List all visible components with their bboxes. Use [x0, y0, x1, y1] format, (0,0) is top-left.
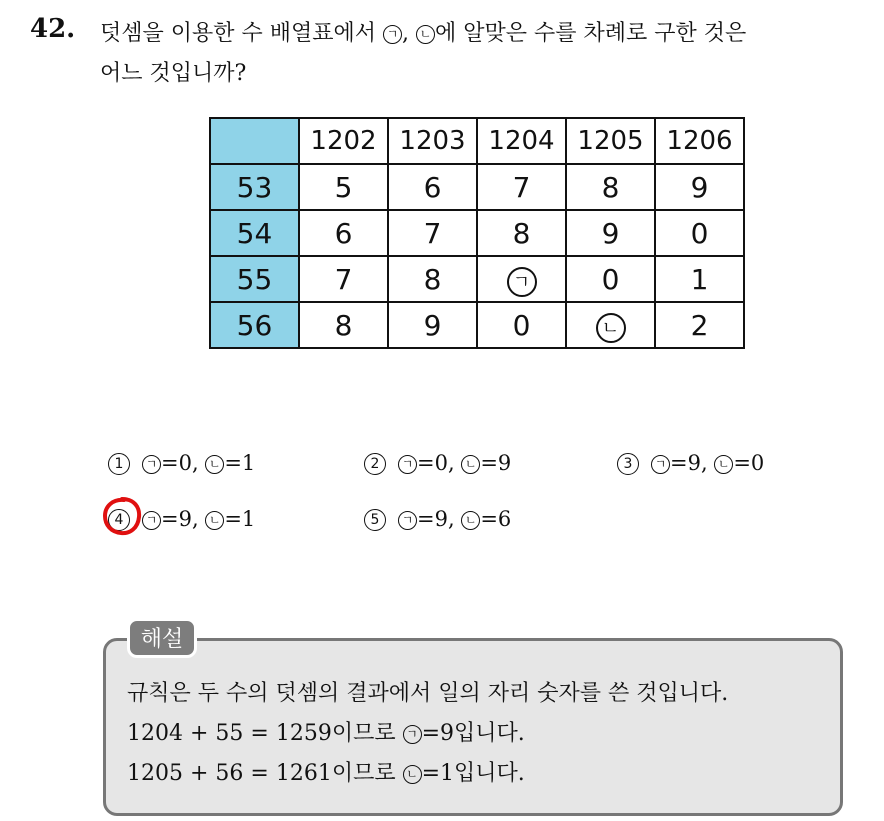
mark-giyeok: ㄱ: [651, 455, 670, 474]
mark-nieun: ㄴ: [205, 455, 224, 474]
choice-5[interactable]: [364, 507, 511, 531]
row-header: 53: [210, 164, 299, 210]
row-header: 56: [210, 302, 299, 348]
explanation-value: =1: [421, 761, 454, 786]
choice-1[interactable]: [108, 451, 255, 475]
table-cell: 0: [566, 256, 655, 302]
mark-nieun: ㄴ: [461, 455, 480, 474]
mark-nieun: ㄴ: [461, 511, 480, 530]
explanation-text: 이므로: [331, 761, 403, 786]
explanation-line1: 규칙은 두 수의 덧셈의 결과에서 일의 자리 숫자를 쓴 것입니다.: [127, 681, 729, 706]
mark-giyeok: ㄱ: [507, 267, 537, 297]
column-header: 1205: [566, 118, 655, 164]
choice-value: =1: [224, 451, 256, 475]
choice-value: =0: [733, 451, 765, 475]
choice-value: =9,: [161, 507, 206, 531]
table-cell: 5: [299, 164, 388, 210]
choice-value: =9,: [417, 507, 462, 531]
explanation-value: =9: [421, 721, 454, 746]
choice-value: =1: [224, 507, 256, 531]
table-cell: 6: [299, 210, 388, 256]
choice-number: 3: [617, 453, 639, 475]
choice-number: 1: [108, 453, 130, 475]
mark-giyeok: ㄱ: [383, 25, 402, 44]
explanation-text: 입니다.: [454, 761, 525, 786]
mark-nieun: ㄴ: [596, 313, 626, 343]
mark-giyeok: ㄱ: [142, 455, 161, 474]
table-cell: 7: [388, 210, 477, 256]
explanation-expression: 1205 + 56 = 1261: [127, 761, 332, 786]
explanation-text: 이므로: [331, 721, 403, 746]
table-cell: 9: [388, 302, 477, 348]
table-cell: 9: [566, 210, 655, 256]
table-cell-unknown: [566, 302, 655, 348]
question-text-part: 에 알맞은 수를 차례로 구한 것은: [435, 21, 747, 46]
question-number: 42.: [30, 14, 76, 44]
column-header: 1204: [477, 118, 566, 164]
choice-value: =0,: [161, 451, 206, 475]
mark-nieun: ㄴ: [205, 511, 224, 530]
table-cell: 0: [477, 302, 566, 348]
table-cell: 8: [566, 164, 655, 210]
question-text-line1: [100, 16, 746, 47]
table-cell: 6: [388, 164, 477, 210]
choice-number: 5: [364, 509, 386, 531]
mark-giyeok: ㄱ: [398, 511, 417, 530]
mark-nieun: ㄴ: [714, 455, 733, 474]
choice-2[interactable]: [364, 451, 511, 475]
choice-value: =0,: [417, 451, 462, 475]
explanation-line3: [127, 756, 525, 787]
choice-number: 2: [364, 453, 386, 475]
choice-number: 4: [108, 509, 130, 531]
table-header-row: [210, 118, 744, 164]
column-header: 1203: [388, 118, 477, 164]
table-row: [210, 210, 744, 256]
table-cell: 1: [655, 256, 744, 302]
row-header: 55: [210, 256, 299, 302]
table-cell: 8: [299, 302, 388, 348]
addition-table: [209, 117, 745, 349]
choice-value: =6: [480, 507, 512, 531]
mark-nieun: ㄴ: [416, 25, 435, 44]
table-cell: 2: [655, 302, 744, 348]
mark-giyeok: ㄱ: [142, 511, 161, 530]
answer-circle-mark: [101, 495, 143, 537]
table-corner-cell: [210, 118, 299, 164]
table-row: [210, 256, 744, 302]
choice-3[interactable]: [617, 451, 764, 475]
row-header: 54: [210, 210, 299, 256]
question-text-part: 덧셈을 이용한 수 배열표에서: [100, 21, 383, 46]
column-header: 1206: [655, 118, 744, 164]
mark-giyeok: ㄱ: [403, 725, 422, 744]
table-cell: 7: [477, 164, 566, 210]
question-comma: ,: [402, 21, 416, 46]
table-cell: 7: [299, 256, 388, 302]
explanation-tag: 해설: [127, 618, 197, 658]
explanation-expression: 1204 + 55 = 1259: [127, 721, 332, 746]
choice-value: =9,: [670, 451, 715, 475]
mark-giyeok: ㄱ: [398, 455, 417, 474]
table-row: [210, 164, 744, 210]
table-cell: 0: [655, 210, 744, 256]
table-cell: 9: [655, 164, 744, 210]
table-cell-unknown: [477, 256, 566, 302]
explanation-text: 입니다.: [454, 721, 525, 746]
table-cell: 8: [388, 256, 477, 302]
choice-value: =9: [480, 451, 512, 475]
table-cell: 8: [477, 210, 566, 256]
column-header: 1202: [299, 118, 388, 164]
mark-nieun: ㄴ: [403, 765, 422, 784]
explanation-line2: [127, 716, 525, 747]
table-row: [210, 302, 744, 348]
question-text-line2: 어느 것입니까?: [100, 61, 247, 86]
